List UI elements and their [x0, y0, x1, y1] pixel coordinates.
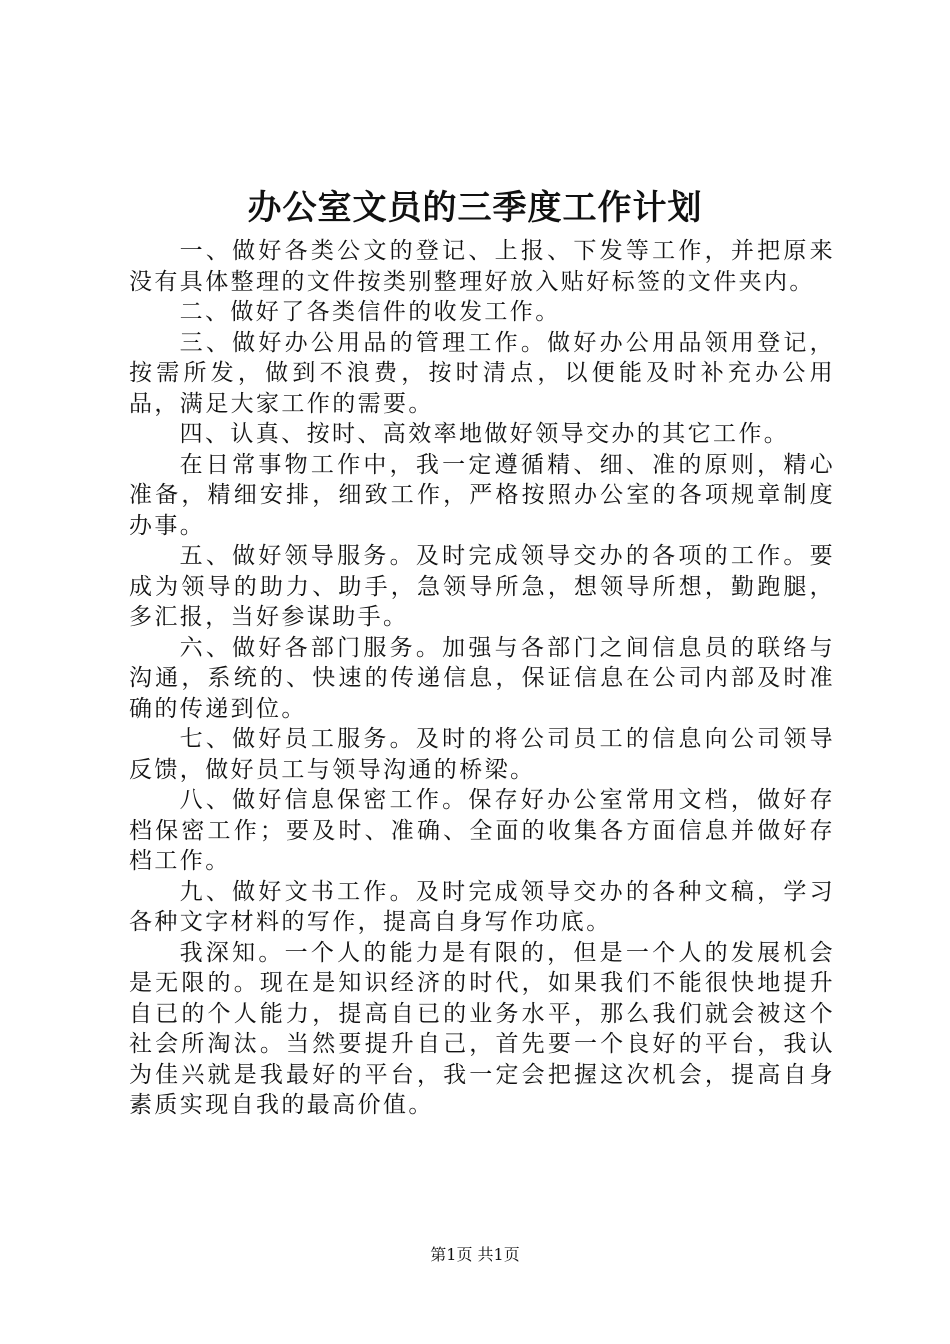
page-footer: 第1页 共1页	[430, 1245, 520, 1264]
paragraph-1: 一、做好各类公文的登记、上报、下发等工作，并把原来没有具体整理的文件按类别整理好放入贴好标签的文件夹内。	[129, 238, 835, 295]
paragraph-5: 在日常事物工作中，我一定遵循精、细、准的原则，精心准备，精细安排，细致工作，严格按照办公室的各项规章制度办事。	[129, 451, 835, 539]
document-body	[129, 236, 835, 1121]
paragraph-9: 八、做好信息保密工作。保存好办公室常用文档，做好存档保密工作；要及时、准确、全面的收集各方面信息并做好存档工作。	[129, 787, 835, 874]
paragraph-7: 六、做好各部门服务。加强与各部门之间信息员的联络与沟通，系统的、快速的传递信息，保证信息在公司内部及时准确的传递到位。	[129, 634, 835, 722]
paragraph-2: 二、做好了各类信件的收发工作。	[179, 299, 561, 325]
paragraph-4: 四、认真、按时、高效率地做好领导交办的其它工作。	[179, 421, 790, 447]
document-title: 办公室文员的三季度工作计划	[247, 188, 703, 228]
paragraph-6: 五、做好领导服务。及时完成领导交办的各项的工作。要成为领导的助力、助手，急领导所急，想领导所想，勤跑腿，多汇报，当好参谋助手。	[129, 543, 835, 630]
paragraph-11: 我深知。一个人的能力是有限的，但是一个人的发展机会是无限的。现在是知识经济的时代，如果我们不能很快地提升自已的个人能力，提高自已的业务水平，那么我们就会被这个社会所淘汰。当然要提升自己，首先要一个良好的平台，我认为佳兴就是我最好的平台，我一定会把握这次机会，提高自身素质实现自我的最高价值。	[129, 939, 835, 1118]
paragraph-8: 七、做好员工服务。及时的将公司员工的信息向公司领导反馈，做好员工与领导沟通的桥梁。	[129, 726, 835, 783]
paragraph-3: 三、做好办公用品的管理工作。做好办公用品领用登记，按需所发，做到不浪费，按时清点，以便能及时补充办公用品，满足大家工作的需要。	[129, 329, 835, 417]
paragraph-10: 九、做好文书工作。及时完成领导交办的各种文稿，学习各种文字材料的写作，提高自身写作功底。	[129, 878, 835, 935]
